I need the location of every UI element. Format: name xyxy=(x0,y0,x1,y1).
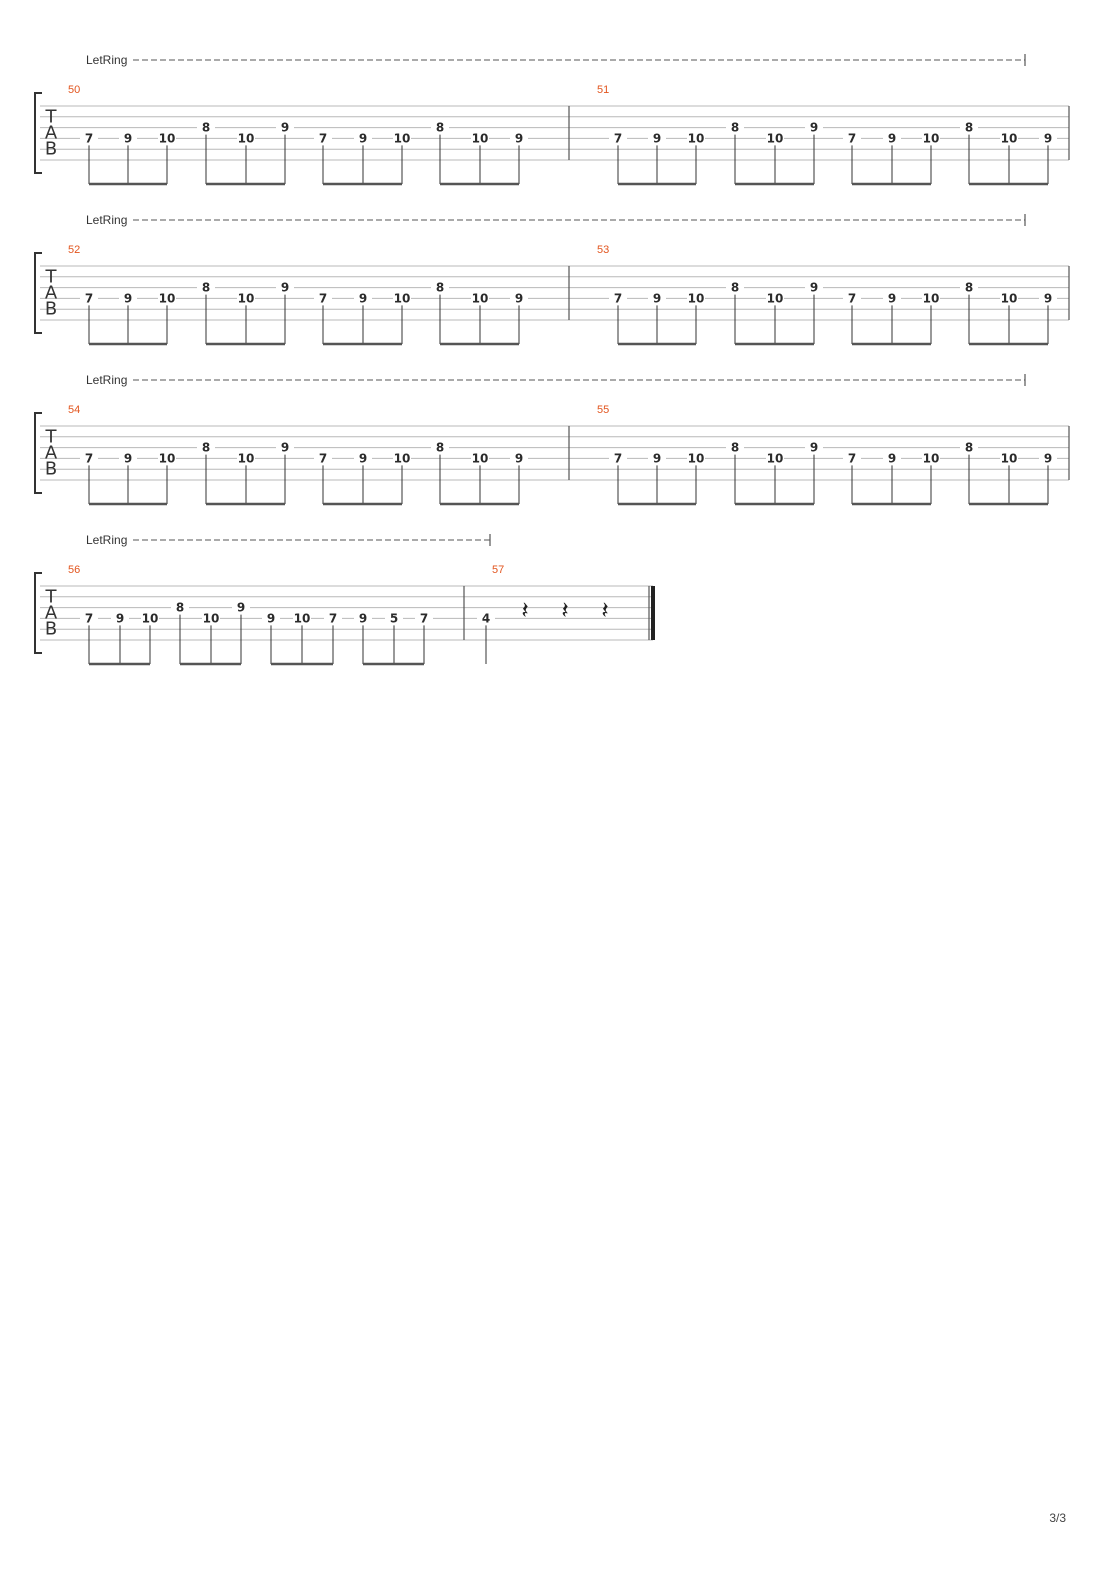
fret-number: 8 xyxy=(964,440,974,455)
fret-number: 10 xyxy=(293,611,311,626)
fret-number: 10 xyxy=(687,131,705,146)
fret-number: 8 xyxy=(730,120,740,135)
tab-clef-letter: A xyxy=(44,442,58,464)
fret-number: 9 xyxy=(358,291,368,306)
tab-clef-letter: T xyxy=(45,106,57,128)
tab-clef-letter: B xyxy=(44,298,58,320)
measure-number: 51 xyxy=(597,84,610,96)
fret-number: 9 xyxy=(1043,451,1053,466)
fret-number: 10 xyxy=(237,291,255,306)
measure-number: 52 xyxy=(68,244,81,256)
fret-number: 10 xyxy=(1000,131,1018,146)
fret-number: 8 xyxy=(730,280,740,295)
let-ring-label: LetRing xyxy=(86,533,128,547)
fret-number: 8 xyxy=(201,280,211,295)
tab-clef-letter: T xyxy=(45,426,57,448)
fret-number: 9 xyxy=(123,291,133,306)
fret-number: 5 xyxy=(389,611,399,626)
tab-clef-letter: B xyxy=(44,458,58,480)
fret-number: 9 xyxy=(809,440,819,455)
fret-number: 8 xyxy=(964,280,974,295)
fret-number: 10 xyxy=(393,451,411,466)
fret-number: 10 xyxy=(471,131,489,146)
fret-number: 8 xyxy=(435,440,445,455)
fret-number: 8 xyxy=(201,440,211,455)
fret-number: 7 xyxy=(318,291,328,306)
fret-number: 10 xyxy=(158,451,176,466)
fret-number: 9 xyxy=(1043,131,1053,146)
system-bracket xyxy=(35,253,42,333)
fret-number: 10 xyxy=(687,451,705,466)
fret-number: 10 xyxy=(202,611,220,626)
system-bracket xyxy=(35,413,42,493)
fret-number: 9 xyxy=(514,291,524,306)
fret-number: 9 xyxy=(123,451,133,466)
fret-number: 9 xyxy=(358,131,368,146)
fret-number: 9 xyxy=(280,280,290,295)
fret-number: 9 xyxy=(809,280,819,295)
fret-number: 7 xyxy=(613,291,623,306)
fret-number: 8 xyxy=(435,120,445,135)
fret-number: 9 xyxy=(358,611,368,626)
measure-number: 57 xyxy=(492,564,505,576)
fret-number: 9 xyxy=(809,120,819,135)
fret-number: 9 xyxy=(266,611,276,626)
fret-number: 7 xyxy=(84,131,94,146)
let-ring-label: LetRing xyxy=(86,53,128,67)
fret-number: 10 xyxy=(158,291,176,306)
fret-number: 9 xyxy=(887,131,897,146)
fret-number: 9 xyxy=(887,291,897,306)
fret-number: 8 xyxy=(435,280,445,295)
tab-clef-letter: A xyxy=(44,282,58,304)
system-bracket xyxy=(35,93,42,173)
fret-number: 7 xyxy=(318,131,328,146)
measure-number: 50 xyxy=(68,84,81,96)
fret-number: 10 xyxy=(141,611,159,626)
fret-number: 7 xyxy=(84,611,94,626)
fret-number: 8 xyxy=(175,600,185,615)
fret-number: 9 xyxy=(123,131,133,146)
fret-number: 7 xyxy=(328,611,338,626)
tab-clef-letter: T xyxy=(45,266,57,288)
fret-number: 9 xyxy=(1043,291,1053,306)
fret-number: 9 xyxy=(652,291,662,306)
fret-number: 9 xyxy=(236,600,246,615)
let-ring-label: LetRing xyxy=(86,213,128,227)
fret-number: 10 xyxy=(687,291,705,306)
fret-number: 9 xyxy=(652,131,662,146)
fret-number: 7 xyxy=(847,131,857,146)
fret-number: 9 xyxy=(514,451,524,466)
measure-number: 56 xyxy=(68,564,81,576)
fret-number: 9 xyxy=(280,120,290,135)
let-ring-label: LetRing xyxy=(86,373,128,387)
fret-number: 10 xyxy=(1000,291,1018,306)
fret-number: 10 xyxy=(471,451,489,466)
tab-clef-letter: B xyxy=(44,138,58,160)
tab-clef-letter: T xyxy=(45,586,57,608)
fret-number: 10 xyxy=(393,131,411,146)
final-barline-thick xyxy=(651,586,655,640)
measure-number: 54 xyxy=(68,404,81,416)
quarter-rest: 𝄽 xyxy=(561,596,569,624)
fret-number: 8 xyxy=(964,120,974,135)
fret-number: 10 xyxy=(922,451,940,466)
measure-number: 53 xyxy=(597,244,610,256)
page-number: 3/3 xyxy=(1049,1511,1066,1525)
fret-number: 7 xyxy=(613,451,623,466)
fret-number: 8 xyxy=(730,440,740,455)
measure-number: 55 xyxy=(597,404,610,416)
fret-number: 7 xyxy=(847,451,857,466)
quarter-rest: 𝄽 xyxy=(521,596,529,624)
fret-number: 7 xyxy=(419,611,429,626)
fret-number: 9 xyxy=(652,451,662,466)
fret-number: 7 xyxy=(318,451,328,466)
fret-number: 10 xyxy=(237,131,255,146)
fret-number: 9 xyxy=(115,611,125,626)
fret-number: 10 xyxy=(766,451,784,466)
fret-number: 7 xyxy=(84,291,94,306)
fret-number: 9 xyxy=(280,440,290,455)
fret-number: 10 xyxy=(922,291,940,306)
fret-number: 9 xyxy=(358,451,368,466)
fret-number: 8 xyxy=(201,120,211,135)
fret-number: 10 xyxy=(471,291,489,306)
fret-number: 10 xyxy=(1000,451,1018,466)
quarter-rest: 𝄽 xyxy=(601,596,609,624)
fret-number: 7 xyxy=(613,131,623,146)
fret-number: 10 xyxy=(766,131,784,146)
fret-number: 7 xyxy=(84,451,94,466)
fret-number: 10 xyxy=(393,291,411,306)
tab-clef-letter: B xyxy=(44,618,58,640)
fret-number: 10 xyxy=(158,131,176,146)
fret-number: 4 xyxy=(481,611,491,626)
fret-number: 9 xyxy=(514,131,524,146)
tab-clef-letter: A xyxy=(44,602,58,624)
tab-clef-letter: A xyxy=(44,122,58,144)
fret-number: 10 xyxy=(766,291,784,306)
fret-number: 10 xyxy=(237,451,255,466)
fret-number: 10 xyxy=(922,131,940,146)
fret-number: 7 xyxy=(847,291,857,306)
system-bracket xyxy=(35,573,42,653)
fret-number: 9 xyxy=(887,451,897,466)
